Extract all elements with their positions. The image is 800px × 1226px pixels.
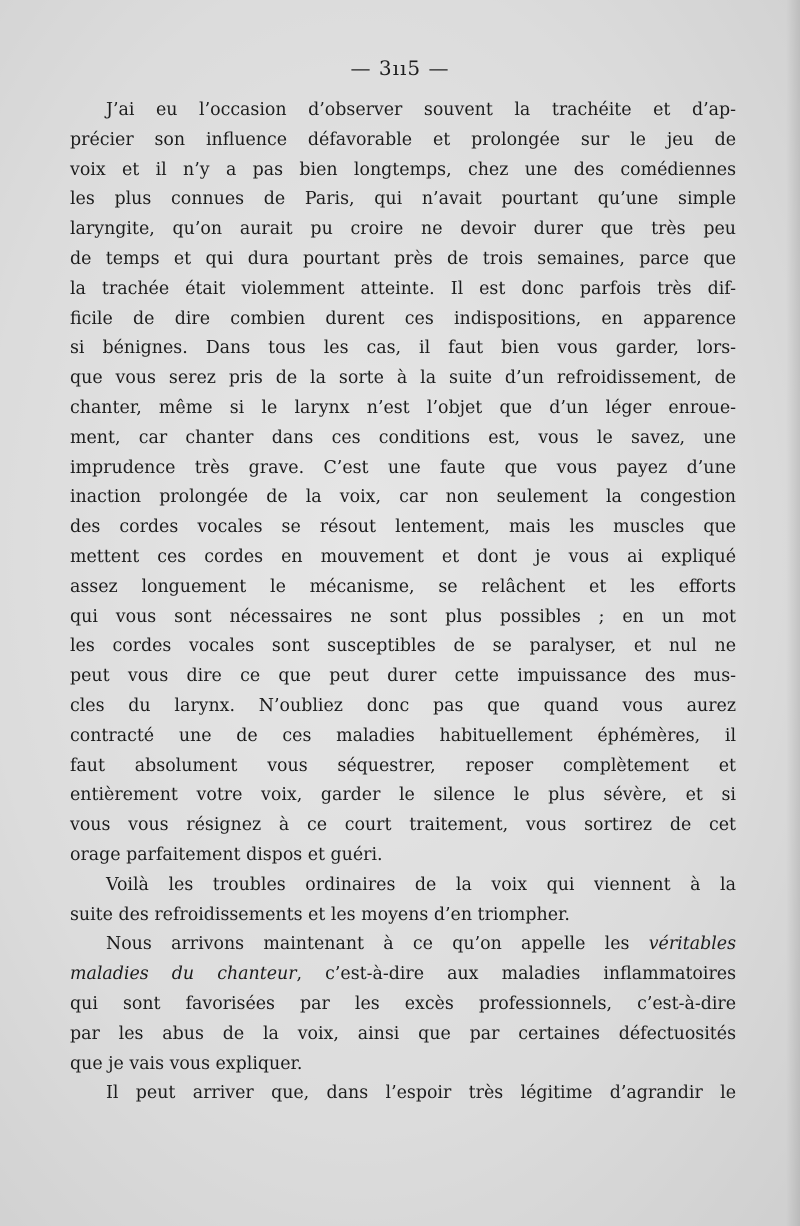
text-line: les plus connues de Paris, qui n’avait pourtant qu’une simple [70,189,736,210]
text-line: orage parfaitement dispos et guéri. [70,844,383,865]
page-number: — 3ıı5 — [350,56,450,80]
text-line: imprudence très grave. C’est une faute que vous payez d’une [70,457,736,478]
text-line: J’ai eu l’occasion d’observer souvent la trachéite et d’ap- [106,100,736,120]
text-line: maladies du chanteur, c’est-à-dire aux maladies inflammatoires [70,964,736,985]
text-line: de temps et qui dura pourtant près de trois semaines, parce que [70,248,736,269]
text-line: par les abus de la voix, ainsi que par certaines défectuosités [70,1023,736,1044]
text-line: la trachée était violemment atteinte. Il est donc parfois très dif- [70,278,736,299]
paragraph-singer-diseases [70,930,736,1079]
text-line: faut absolument vous séquestrer, reposer complètement et [70,755,736,776]
text-line: Il peut arriver que, dans l’espoir très légitime d’agrandir le [106,1083,736,1104]
italic-term: véritables [648,934,736,955]
text-line: qui vous sont nécessaires ne sont plus possibles ; en un mot [70,606,736,627]
paragraph-ordinary-troubles [70,871,736,931]
text-line: les cordes vocales sont susceptibles de se paralyser, et nul ne [70,636,736,657]
page-edge-shadow [786,0,800,1226]
text-line: ficile de dire combien durent ces indispositions, en apparence [70,308,736,329]
text-line: mettent ces cordes en mouvement et dont je vous ai expliqué [70,546,736,567]
text-line: que je vais vous expliquer. [70,1053,303,1074]
text-line: ment, car chanter dans ces conditions est, vous le savez, une [70,427,736,448]
text-line: inaction prolongée de la voix, car non seulement la congestion [70,487,736,508]
text-line: qui sont favorisées par les excès professionnels, c’est-à-dire [70,993,736,1014]
text-line: contracté une de ces maladies habituellement éphémères, il [70,725,736,746]
text-line: assez longuement le mécanisme, se relâchent et les efforts [70,576,736,597]
text-line: cles du larynx. N’oubliez donc pas que quand vous aurez [70,695,736,716]
text-line: peut vous dire ce que peut durer cette impuissance des mus- [70,666,736,687]
text-line: vous vous résignez à ce court traitement, vous sortirez de cet [70,815,736,836]
text-line: Voilà les troubles ordinaires de la voix qui viennent à la [106,874,736,895]
body-text [70,96,736,1109]
text-line: précier son influence défavorable et prolongée sur le jeu de [70,129,736,150]
text-line: si bénignes. Dans tous les cas, il faut bien vous garder, lors- [70,338,736,359]
text-line: des cordes vocales se résout lentement, mais les muscles que [70,517,736,538]
paragraph-trachea [70,96,736,871]
paragraph-continuation [70,1079,736,1109]
text-line: chanter, même si le larynx n’est l’objet que d’un léger enroue- [70,397,736,418]
italic-term: maladies du chanteur [70,964,297,985]
text-line: entièrement votre voix, garder le silence le plus sévère, et si [70,785,736,806]
text-line: laryngite, qu’on aurait pu croire ne devoir durer que très peu [70,219,736,240]
text-line: Nous arrivons maintenant à ce qu’on appelle les véritables [106,934,736,955]
text-line: que vous serez pris de la sorte à la suite d’un refroidissement, de [70,368,736,389]
text-line: suite des refroidissements et les moyens d’en triompher. [70,904,570,925]
text-line: voix et il n’y a pas bien longtemps, chez une des comédiennes [70,159,736,180]
